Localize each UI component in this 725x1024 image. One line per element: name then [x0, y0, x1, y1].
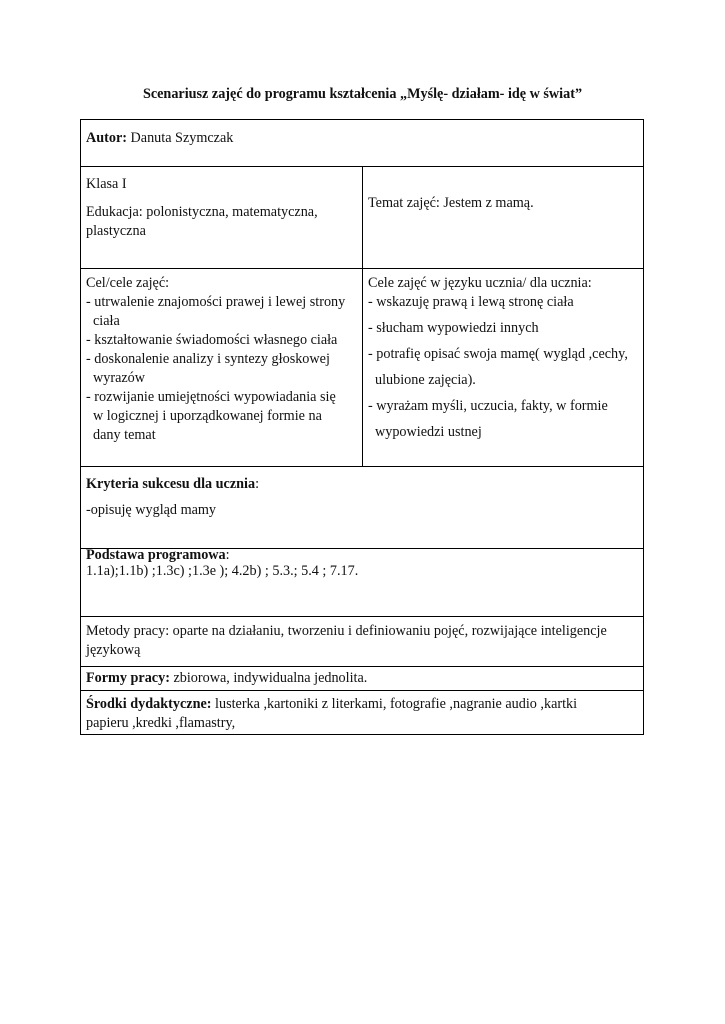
methods-cell — [86, 622, 642, 660]
goal-line: - utrwalenie znajomości prawej i lewej strony — [86, 294, 346, 310]
student-goal-line: - wyrażam myśli, uczucia, fakty, w formie — [368, 398, 608, 414]
forms-cell — [86, 669, 367, 688]
goal-line: - doskonalenie analizy i syntezy głoskowej — [86, 351, 330, 367]
materials-label: Środki dydaktyczne: — [86, 696, 212, 712]
lesson-table — [80, 119, 644, 735]
column-divider — [362, 166, 363, 466]
materials-cell — [86, 695, 642, 733]
criteria-value: -opisuję wygląd mamy — [86, 502, 217, 518]
student-goal-line: - wskazuję prawą i lewą stronę ciała — [368, 294, 574, 310]
goal-line: - rozwijanie umiejętności wypowiadania się — [86, 389, 336, 405]
row-divider — [81, 690, 643, 691]
criteria-label: Kryteria sukcesu dla ucznia — [86, 476, 256, 492]
row-divider — [81, 616, 643, 617]
goal-line: w logicznej i uporządkowanej formie na — [93, 408, 322, 424]
goals-heading: Cel/cele zajęć: — [86, 275, 170, 291]
education-line-1: Edukacja: polonistyczna, matematyczna, — [86, 204, 318, 220]
author-cell — [86, 129, 233, 148]
criteria-colon: : — [255, 476, 260, 492]
student-goal-line: - potrafię opisać swoja mamę( wygląd ,cechy, — [368, 346, 628, 362]
curriculum-basis-cell — [86, 547, 358, 579]
row-divider — [81, 666, 643, 667]
goal-line: - kształtowanie świadomości własnego ciała — [86, 332, 338, 348]
student-goal-line: wypowiedzi ustnej — [375, 424, 482, 440]
materials-value-line-2: papieru ,kredki ,flamastry, — [86, 715, 236, 731]
document-title: Scenariusz zajęć do programu kształcenia „Myślę- działam- idę w świat” — [142, 86, 583, 102]
forms-value: zbiorowa, indywidualna jednolita. — [169, 670, 368, 686]
curriculum-basis-colon: : — [225, 547, 230, 563]
class-cell — [86, 175, 356, 241]
goal-line: wyrazów — [93, 370, 145, 386]
student-goal-line: ulubione zajęcia). — [375, 372, 476, 388]
curriculum-basis-value: 1.1a);1.1b) ;1.3c) ;1.3e ); 4.2b) ; 5.3.; 5.4 ; 7.17. — [86, 563, 359, 579]
lesson-topic: Temat zajęć: Jestem z mamą. — [368, 195, 534, 211]
topic-cell — [368, 194, 638, 213]
methods-line-2: językową — [86, 642, 141, 658]
student-goals-cell — [368, 274, 643, 442]
goal-line: ciała — [93, 313, 120, 329]
author-label: Autor: — [86, 130, 127, 146]
criteria-cell — [86, 475, 259, 520]
goal-line: dany temat — [93, 427, 156, 443]
forms-label: Formy pracy: — [86, 670, 170, 686]
education-line-2: plastyczna — [86, 223, 146, 239]
goals-cell — [86, 274, 358, 445]
methods-line-1: Metody pracy: oparte na działaniu, tworzeniu i definiowaniu pojęć, rozwijające inteligencje — [86, 623, 607, 639]
row-divider — [81, 466, 643, 467]
author-name: Danuta Szymczak — [126, 130, 234, 146]
materials-value: lusterka ,kartoniki z literkami, fotografie ,nagranie audio ,kartki — [211, 696, 578, 712]
student-goals-heading: Cele zajęć w języku ucznia/ dla ucznia: — [368, 275, 592, 291]
class-label: Klasa I — [86, 176, 127, 192]
curriculum-basis-label: Podstawa programowa — [86, 547, 226, 563]
student-goal-line: - słucham wypowiedzi innych — [368, 320, 539, 336]
